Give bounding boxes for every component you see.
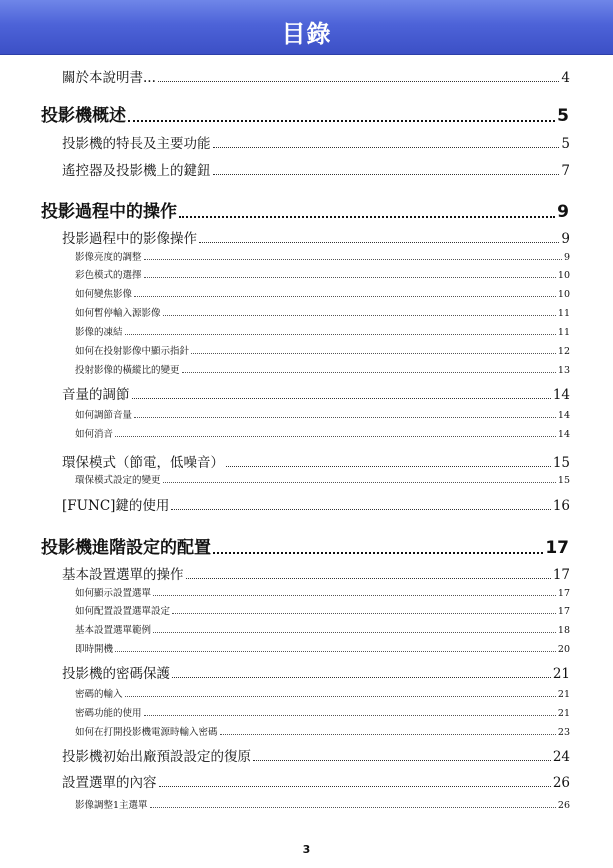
toc-entry-title: 投影機概述 [41,106,126,126]
toc-entry-title: 如何消音 [75,429,114,440]
toc-entry-page: 17 [552,567,570,583]
dot-leader [128,120,555,122]
toc-entry-level-3[interactable] [75,705,570,719]
toc-entry-level-2[interactable] [62,451,570,471]
toc-entry-title: 彩色模式的選擇 [75,270,142,281]
toc-entry-title: 影像調整1主選單 [75,800,148,811]
toc-entry-title: 遙控器及投影機上的鍵鈕 [62,163,211,179]
toc-entry-page: 10 [557,289,570,300]
toc-entry-title: 投影過程中的影像操作 [62,231,197,247]
toc-entry-page: 21 [557,689,570,700]
dot-leader [153,632,556,633]
toc-entry-title: 投影過程中的操作 [41,202,177,222]
toc-entry-level-1[interactable] [41,101,569,126]
toc-entry-page: 23 [557,727,570,738]
toc-entry-title: 如何暫停輸入源影像 [75,308,161,319]
toc-entry-page: 9 [557,202,569,222]
dot-leader [171,509,550,510]
toc-entry-level-3[interactable] [75,426,570,440]
page-title: 目錄 [281,20,332,48]
toc-entry-page: 18 [557,625,570,636]
toc-entry-title: 影像亮度的調整 [75,252,142,263]
toc-entry-page: 14 [557,429,570,440]
toc-entry-title: 設置選單的內容 [62,775,157,791]
toc-entry-page: 15 [557,475,570,486]
dot-leader [134,296,556,297]
toc-entry-title: 投影機的特長及主要功能 [62,136,211,152]
dot-leader [182,372,556,373]
toc-entry-page: 20 [557,644,570,655]
toc-entry-level-3[interactable] [75,724,570,738]
toc-entry-level-3[interactable] [75,622,570,636]
toc-entry-level-1[interactable] [41,197,569,222]
toc-entry-title: 關於本說明書... [62,70,156,86]
toc-entry-level-3[interactable] [75,286,570,300]
toc-entry-title: 即時開機 [75,644,114,655]
toc-entry-level-3[interactable] [75,324,570,338]
dot-leader [144,259,562,260]
dot-leader [163,315,556,316]
toc-entry-page: 5 [557,106,569,126]
toc-entry-page: 26 [552,775,570,791]
toc-entry-page: 11 [557,308,570,319]
toc-entry-level-3[interactable] [75,343,570,357]
toc-entry-level-3[interactable] [75,407,570,421]
toc-entry-page: 10 [557,270,570,281]
toc-entry-title: 環保模式設定的變更 [75,475,161,486]
toc-entry-title: 如何顯示設置選單 [75,588,152,599]
toc-entry-level-2[interactable] [62,563,570,583]
toc-entry-page: 24 [552,749,570,765]
toc-entry-page: 26 [557,800,570,811]
dot-leader [253,760,551,761]
toc-entry-level-3[interactable] [75,797,570,811]
dot-leader [158,81,560,82]
dot-leader [132,398,551,399]
dot-leader [172,613,556,614]
toc-entry-page: 14 [552,387,570,403]
toc-entry-level-2[interactable] [62,494,570,514]
toc-entry-title: 音量的調節 [62,387,130,403]
toc-entry-title: 投影機的密碼保護 [62,666,170,682]
toc-entry-page: 9 [561,231,570,247]
dot-leader [186,578,551,579]
dot-leader [179,216,555,218]
toc-entry-page: 4 [561,70,570,86]
toc-entry-level-3[interactable] [75,472,570,486]
dot-leader [115,436,556,437]
toc-entry-page: 5 [561,136,570,152]
dot-leader [213,174,560,175]
toc-entry-title: 投影機進階設定的配置 [41,538,211,558]
dot-leader [213,147,560,148]
dot-leader [134,417,556,418]
toc-entry-title: 投射影像的橫縱比的變更 [75,365,180,376]
toc-entry-page: 12 [557,346,570,357]
toc-entry-level-2[interactable] [62,227,570,247]
toc-entry-level-2[interactable] [62,745,570,765]
toc-entry-title: 密碼功能的使用 [75,708,142,719]
dot-leader [144,715,556,716]
toc-entry-page: 16 [552,498,570,514]
toc-entry-level-3[interactable] [75,603,570,617]
toc-entry-page: 15 [552,455,570,471]
toc-entry-level-3[interactable] [75,585,570,599]
toc-entry-title: 基本設置選單範例 [75,625,152,636]
toc-entry-title: 投影機初始出廠預設設定的復原 [62,749,251,765]
toc-entry-title: 密碼的輸入 [75,689,123,700]
toc-entry-page: 9 [563,252,570,263]
toc-entry-page: 14 [557,410,570,421]
toc-entry-page: 11 [557,327,570,338]
toc-entry-level-2[interactable] [62,132,570,152]
dot-leader [220,734,556,735]
toc-entry-title: 影像的凍結 [75,327,123,338]
toc-entry-title: 如何配置設置選單設定 [75,606,171,617]
toc-entry-page: 21 [557,708,570,719]
dot-leader [125,696,556,697]
toc-entry-level-3[interactable] [75,305,570,319]
toc-entry-level-3[interactable] [75,686,570,700]
toc-entry-page: 17 [557,606,570,617]
toc-entry-title: 如何在投射影像中顯示指針 [75,346,190,357]
toc-entry-level-3[interactable] [75,267,570,281]
toc-entry-title: [FUNC]鍵的使用 [62,498,170,514]
dot-leader [115,651,556,652]
dot-leader [150,807,556,808]
dot-leader [125,334,556,335]
toc-entry-level-3[interactable] [75,249,570,263]
toc-entry-level-2[interactable] [62,159,570,179]
toc-entry-level-1[interactable] [41,533,569,558]
dot-leader [226,466,551,467]
toc-entry-level-2[interactable] [62,662,570,682]
dot-leader [191,353,556,354]
toc-entry-title: 環保模式（節電，低噪音） [62,455,224,471]
dot-leader [199,242,559,243]
toc-entry-level-2[interactable] [62,771,570,791]
toc-entry-page: 21 [552,666,570,682]
dot-leader [159,786,551,787]
dot-leader [172,677,551,678]
dot-leader [213,552,543,554]
toc-entry-title: 基本設置選單的操作 [62,567,184,583]
toc-entry-title: 如何變焦影像 [75,289,133,300]
dot-leader [163,482,556,483]
toc-entry-title: 如何調節音量 [75,410,133,421]
toc-entry-level-3[interactable] [75,641,570,655]
toc-entry-level-2[interactable] [62,66,570,86]
header-banner [0,0,613,55]
toc-entry-page: 17 [545,538,569,558]
toc-entry-page: 7 [561,163,570,179]
toc-entry-title: 如何在打開投影機電源時輸入密碼 [75,727,218,738]
toc-entry-page: 13 [557,365,570,376]
dot-leader [153,595,556,596]
page-number: 3 [302,843,311,856]
dot-leader [144,277,556,278]
toc-entry-level-3[interactable] [75,362,570,376]
toc-entry-page: 17 [557,588,570,599]
toc-entry-level-2[interactable] [62,383,570,403]
